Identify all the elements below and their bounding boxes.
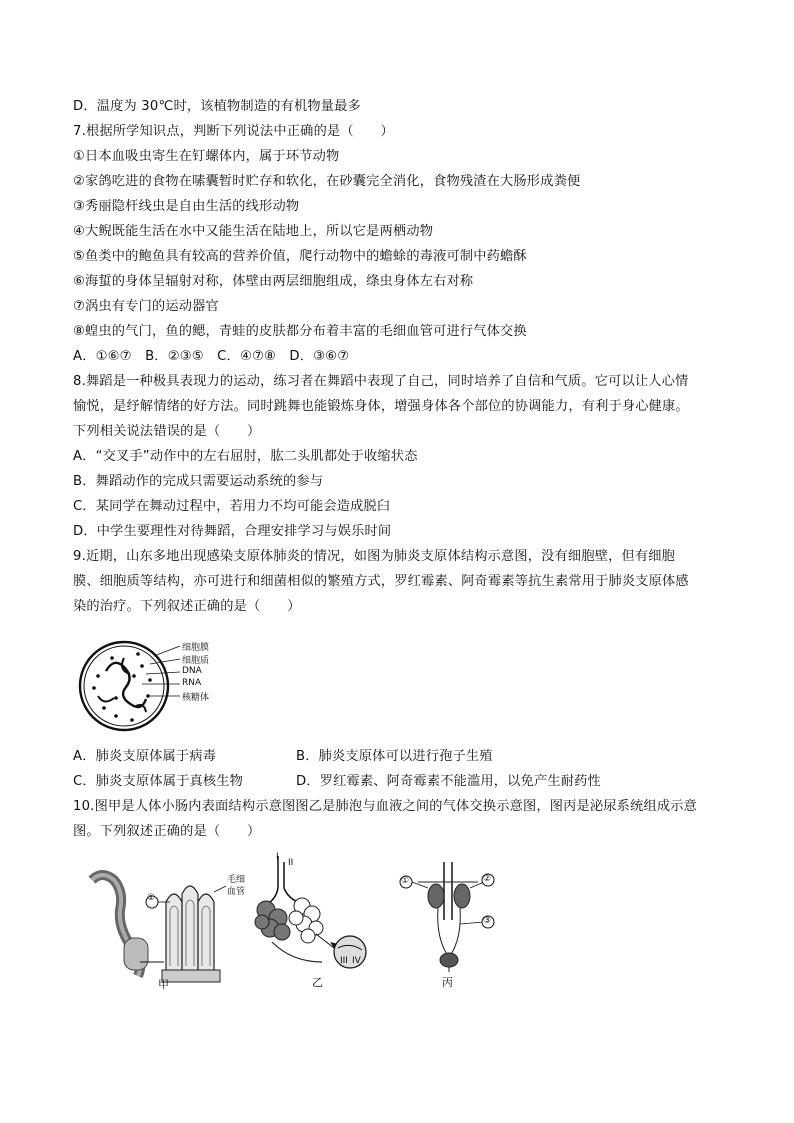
label-ribosome: 核糖体 — [182, 693, 210, 703]
question-9-option-b: B．肺炎支原体可以进行孢子生殖 — [296, 749, 493, 764]
bing-marker-2: ② — [483, 874, 492, 884]
jia-marker-1: ① — [147, 893, 156, 903]
question-7-stem: 7.根据所学知识点，判断下列说法中正确的是（ ） — [73, 124, 394, 139]
question-9-option-c: C．肺炎支原体属于真核生物 — [73, 774, 244, 789]
figure-jia-small-intestine — [86, 862, 262, 990]
question-7-options: A．①⑥⑦ B．②③⑤ C．④⑦⑧ D．③⑥⑦ — [73, 349, 350, 364]
figure-bing-urinary-system — [398, 860, 498, 990]
question-10-stem-1: 10.图甲是人体小肠内表面结构示意图图乙是肺泡与血液之间的气体交换示意图，图丙是泌尿系统组成示意 — [73, 799, 698, 814]
question-8-stem-2: 愉悦，是纾解情绪的好方法。同时跳舞也能锻炼身体，增强身体各个部位的协调能力，有利于身心健康。 — [73, 399, 689, 414]
yi-caption: 乙 — [312, 976, 323, 989]
question-7-statement-1: ①日本血吸虫寄生在钉螺体内，属于环节动物 — [73, 149, 340, 164]
mycoplasma-figure — [76, 636, 236, 738]
question-7-statement-8: ⑧蝗虫的气门，鱼的鳃，青蛙的皮肤都分布着丰富的毛细血管可进行气体交换 — [73, 324, 527, 339]
question-8-option-b: B．舞蹈动作的完成只需要运动系统的参与 — [73, 474, 324, 489]
yi-label-IV: IV — [352, 956, 361, 966]
question-8-option-c: C．某同学在舞动过程中，若用力不均可能会造成脱臼 — [73, 499, 391, 514]
jia-label-capillary-top: 毛细 — [227, 875, 246, 885]
question-8-stem-1: 8.舞蹈是一种极具表现力的运动，练习者在舞蹈中表现了自己，同时培养了自信和气质。它可以让人心情 — [73, 374, 689, 389]
bing-marker-3: ③ — [483, 916, 492, 926]
question-7-statement-2: ②家鸽吃进的食物在嗉囊暂时贮存和软化，在砂囊完全消化，食物残渣在大肠形成粪便 — [73, 174, 581, 189]
jia-label-capillary-bottom: 血管 — [227, 887, 246, 897]
question-7-statement-7: ⑦涡虫有专门的运动器官 — [73, 299, 219, 314]
question-9-stem-3: 染的治疗。下列叙述正确的是（ ） — [73, 599, 301, 614]
question-9-stem-1: 9.近期，山东多地出现感染支原体肺炎的情况，如图为肺炎支原体结构示意图，没有细胞壁，但有细胞 — [73, 549, 676, 564]
question-8-option-d: D．中学生要理性对待舞蹈，合理安排学习与娱乐时间 — [73, 524, 392, 539]
question-6-option-d: D．温度为 30℃时，该植物制造的有机物量最多 — [73, 99, 361, 114]
bing-caption: 丙 — [442, 976, 453, 989]
jia-caption: 甲 — [158, 978, 169, 991]
label-rna: RNA — [182, 678, 202, 688]
bing-marker-1: ① — [401, 876, 410, 886]
mycoplasma-diagram — [76, 636, 236, 738]
question-9-option-a: A．肺炎支原体属于病毒 — [73, 749, 217, 764]
yi-label-II: II — [288, 858, 294, 868]
question-7-statement-6: ⑥海蜇的身体呈辐射对称，体壁由两层细胞组成，绦虫身体左右对称 — [73, 274, 474, 289]
question-9-stem-2: 膜、细胞质等结构，亦可进行和细菌相似的繁殖方式，罗红霉素、阿奇霉素等抗生素常用于肺炎支原体感 — [73, 574, 689, 589]
question-8-stem-3: 下列相关说法错误的是（ ） — [73, 424, 261, 439]
label-dna: DNA — [182, 666, 202, 676]
yi-label-III: III — [340, 956, 348, 966]
label-cell-membrane: 细胞膜 — [182, 643, 210, 653]
question-7-statement-4: ④大鲵既能生活在水中又能生活在陆地上，所以它是两栖动物 — [73, 224, 434, 239]
question-7-statement-5: ⑤鱼类中的鲍鱼具有较高的营养价值，爬行动物中的蟾蜍的毒液可制中药蟾酥 — [73, 249, 527, 264]
yi-label-I: I — [276, 852, 279, 862]
question-7-statement-3: ③秀丽隐杆线虫是自由生活的线形动物 — [73, 199, 300, 214]
alveoli-diagram — [252, 852, 368, 992]
label-cytoplasm: 细胞质 — [182, 656, 210, 666]
question-8-option-a: A．“交叉手”动作中的左右屈肘，肱二头肌都处于收缩状态 — [73, 449, 418, 464]
question-10-stem-2: 图。下列叙述正确的是（ ） — [73, 824, 261, 839]
question-9-option-d: D．罗红霉素、阿奇霉素不能滥用，以免产生耐药性 — [296, 774, 601, 789]
figure-yi-alveoli — [252, 852, 368, 992]
